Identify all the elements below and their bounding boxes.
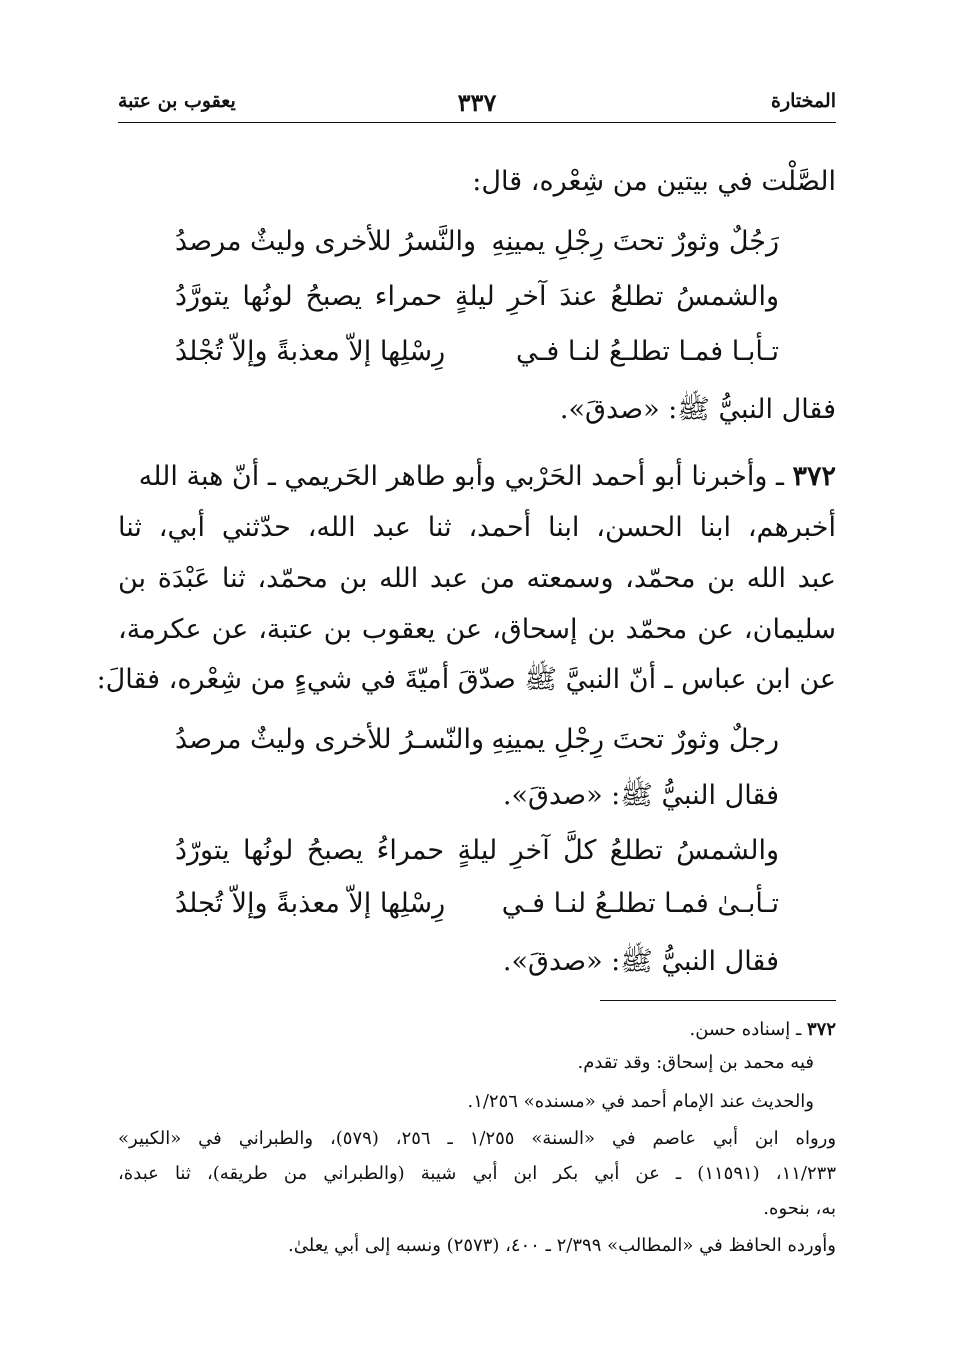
verse-hemistich: رجلٌ وثورٌ تحتَ رِجْلِ يمينِهِ bbox=[491, 724, 779, 755]
footnote-line: ورواه ابن أبي عاصم في «السنة» ١/٢٥٥ ـ ٢٥٦، (٥٧٩)، والطبراني في «الكبير» bbox=[118, 1128, 837, 1149]
verse-hemistich: رِسْلِها إلاّ معذبةً وإلاّ تُجْلدُ bbox=[175, 336, 446, 367]
footnote-number: ٣٧٢ bbox=[806, 1019, 836, 1040]
hadith-line: عبد الله بن محمّد، وسمعته من عبد الله بن محمّد، ثنا عَبْدَة بن bbox=[118, 563, 836, 594]
verse-hemistich: تـأبـىٰ فمـا تطلـعُ لنـا فـي bbox=[501, 888, 779, 919]
hadith-line: أخبرهم، ابنا الحسن، ابنا أحمد، ثنا عبد الله، حدّثني أبي، ثنا bbox=[118, 512, 836, 543]
hadith-line: سليمان، عن محمّد بن إسحاق، عن يعقوب بن عتبة، عن عكرمة، bbox=[118, 614, 836, 645]
header-book-title: المختارة bbox=[771, 90, 836, 112]
verse-hemistich: رَجُلٌ وثورٌ تحتَ رِجْلِ يمينِهِ bbox=[491, 226, 779, 257]
footnote-line: والحديث عند الإمام أحمد في «مسنده» ١/٢٥٦. bbox=[467, 1091, 814, 1112]
footnote-line: به، بنحوه. bbox=[763, 1198, 836, 1219]
footnote-text: ـ إسناده حسن. bbox=[689, 1019, 802, 1040]
verse-hemistich: تـأبـا فمـا تطلـعُ لنـا فـي bbox=[516, 336, 779, 367]
running-header bbox=[118, 88, 836, 123]
prophet-reply: فقال النبيُّ ﷺ: «صدقَ». bbox=[502, 780, 779, 811]
hadith-line: عن ابن عباس ـ أنّ النبيَّ ﷺ صدّقَ أميّةَ في شيءٍ من شِعْره، فقالَ: bbox=[96, 664, 836, 695]
footnote-head bbox=[118, 1016, 836, 1044]
verse-b2: والشمسُ تطلعُ كلَّ آخرِ ليلةٍ حمراءُ يصبحُ لونُها يتورّدُ bbox=[175, 835, 779, 866]
header-section-title: يعقوب بن عتبة bbox=[118, 90, 236, 112]
verse-hemistich: والنَّسرُ للأخرى وليثٌ مرصدُ bbox=[175, 226, 477, 257]
hadith-number: ٣٧٢ bbox=[792, 461, 836, 492]
hadith-text: ـ وأخبرنا أبو أحمد الحَرْبي وأبو طاهر الحَريمي ـ أنّ هبة الله bbox=[138, 461, 784, 492]
prophet-reply: فقال النبيُّ ﷺ: «صدقَ». bbox=[559, 394, 836, 425]
prophet-reply: فقال النبيُّ ﷺ: «صدقَ». bbox=[502, 946, 779, 977]
hadith-line-1 bbox=[118, 457, 836, 497]
page-number: ٣٣٧ bbox=[457, 88, 497, 117]
footnote-line: ١١/٢٣٣، (١١٥٩١) ـ عن أبي بكر ابن أبي شيبة (والطبراني من طريقه)، ثنا عبدة، bbox=[118, 1163, 836, 1184]
intro-line: الصَّلْت في بيتين من شِعْره، قال: bbox=[472, 166, 836, 197]
footnote-separator bbox=[600, 1000, 836, 1001]
verse-hemistich: رِسْلِها إلاّ معذبةً وإلاّ تُجلدُ bbox=[175, 888, 446, 919]
verse-a2: والشمسُ تطلعُ عندَ آخرِ ليلةٍ حمراء يصبحُ لونُها يتورَّدُ bbox=[175, 281, 779, 312]
footnote-line: فيه محمد بن إسحاق: وقد تقدم. bbox=[577, 1052, 814, 1073]
footnote-line: وأورده الحافظ في «المطالب» ٢/٣٩٩ ـ ٤٠٠، (٢٥٧٣) ونسبه إلى أبي يعلىٰ. bbox=[288, 1235, 836, 1256]
verse-hemistich: والنّسـرُ للأخرى وليثٌ مرصدُ bbox=[175, 724, 484, 755]
